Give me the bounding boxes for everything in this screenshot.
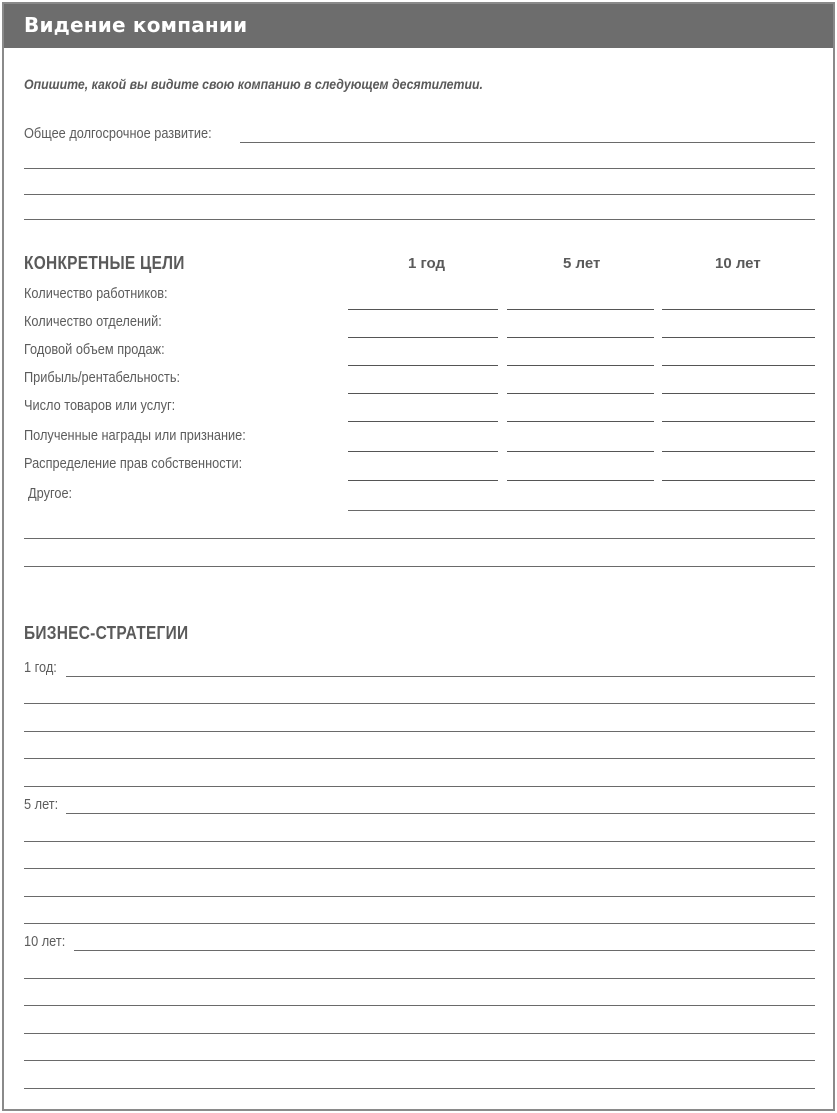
goal-answer-line[interactable]: [348, 393, 498, 394]
strategy-line[interactable]: [24, 978, 815, 979]
strategy-line[interactable]: [24, 1033, 815, 1034]
goals-row-label: Количество работников:: [24, 286, 168, 302]
goals-heading: КОНКРЕТНЫЕ ЦЕЛИ: [24, 253, 185, 273]
strategy-line[interactable]: [24, 1060, 815, 1061]
other-answer-line-3[interactable]: [24, 566, 815, 567]
strategy-line[interactable]: [74, 950, 815, 951]
goal-answer-line[interactable]: [662, 421, 815, 422]
intro-instruction: Опишите, какой вы видите свою компанию в следующем десятилетии.: [24, 76, 483, 92]
goal-answer-line[interactable]: [348, 480, 498, 481]
strategy-line[interactable]: [24, 1088, 815, 1089]
strategy-line[interactable]: [24, 786, 815, 787]
goal-answer-line[interactable]: [348, 451, 498, 452]
goals-other-label: Другое:: [28, 486, 73, 502]
goal-answer-line[interactable]: [348, 421, 498, 422]
goal-answer-line[interactable]: [662, 480, 815, 481]
goals-row-label: Количество отделений:: [24, 314, 162, 330]
goal-answer-line[interactable]: [348, 337, 498, 338]
strategy-line[interactable]: [24, 758, 815, 759]
page-title: Видение компании: [24, 13, 248, 37]
goal-answer-line[interactable]: [507, 421, 654, 422]
strategy-line[interactable]: [24, 703, 815, 704]
goal-answer-line[interactable]: [507, 309, 654, 310]
strategy-line[interactable]: [24, 731, 815, 732]
worksheet-page: [2, 2, 835, 1111]
goal-answer-line[interactable]: [662, 451, 815, 452]
goals-column-5-years: 5 лет: [563, 255, 601, 272]
goal-answer-line[interactable]: [507, 480, 654, 481]
goals-row-label: Годовой объем продаж:: [24, 342, 165, 358]
goal-answer-line[interactable]: [348, 309, 498, 310]
header-bar: [4, 4, 833, 48]
goal-answer-line[interactable]: [507, 365, 654, 366]
strategy-line[interactable]: [66, 676, 815, 677]
strategy-5-years-label: 5 лет:: [24, 797, 59, 813]
goals-column-1-year: 1 год: [408, 255, 446, 272]
strategy-line[interactable]: [24, 923, 815, 924]
overall-development-line-3[interactable]: [24, 194, 815, 195]
goal-answer-line[interactable]: [662, 337, 815, 338]
goal-answer-line[interactable]: [507, 451, 654, 452]
strategy-line[interactable]: [24, 896, 815, 897]
goals-row-label: Прибыль/рентабельность:: [24, 370, 181, 386]
strategy-1-year-label: 1 год:: [24, 660, 57, 676]
overall-development-line-1[interactable]: [240, 142, 815, 143]
goal-answer-line[interactable]: [662, 309, 815, 310]
other-answer-line-2[interactable]: [24, 538, 815, 539]
overall-development-line-2[interactable]: [24, 168, 815, 169]
overall-development-label: Общее долгосрочное развитие:: [24, 126, 212, 142]
strategies-heading: БИЗНЕС-СТРАТЕГИИ: [24, 623, 189, 643]
strategy-line[interactable]: [24, 868, 815, 869]
strategy-10-years-label: 10 лет:: [24, 934, 66, 950]
strategy-line[interactable]: [24, 841, 815, 842]
overall-development-line-4[interactable]: [24, 219, 815, 220]
goal-answer-line[interactable]: [662, 393, 815, 394]
goals-row-label: Распределение прав собственности:: [24, 456, 243, 472]
goals-row-label: Полученные награды или признание:: [24, 428, 246, 444]
goals-row-label: Число товаров или услуг:: [24, 398, 176, 414]
goal-answer-line[interactable]: [662, 365, 815, 366]
other-answer-line-1[interactable]: [348, 510, 815, 511]
goal-answer-line[interactable]: [507, 393, 654, 394]
goal-answer-line[interactable]: [348, 365, 498, 366]
strategy-line[interactable]: [24, 1005, 815, 1006]
goal-answer-line[interactable]: [507, 337, 654, 338]
goals-column-10-years: 10 лет: [715, 255, 761, 272]
strategy-line[interactable]: [66, 813, 815, 814]
